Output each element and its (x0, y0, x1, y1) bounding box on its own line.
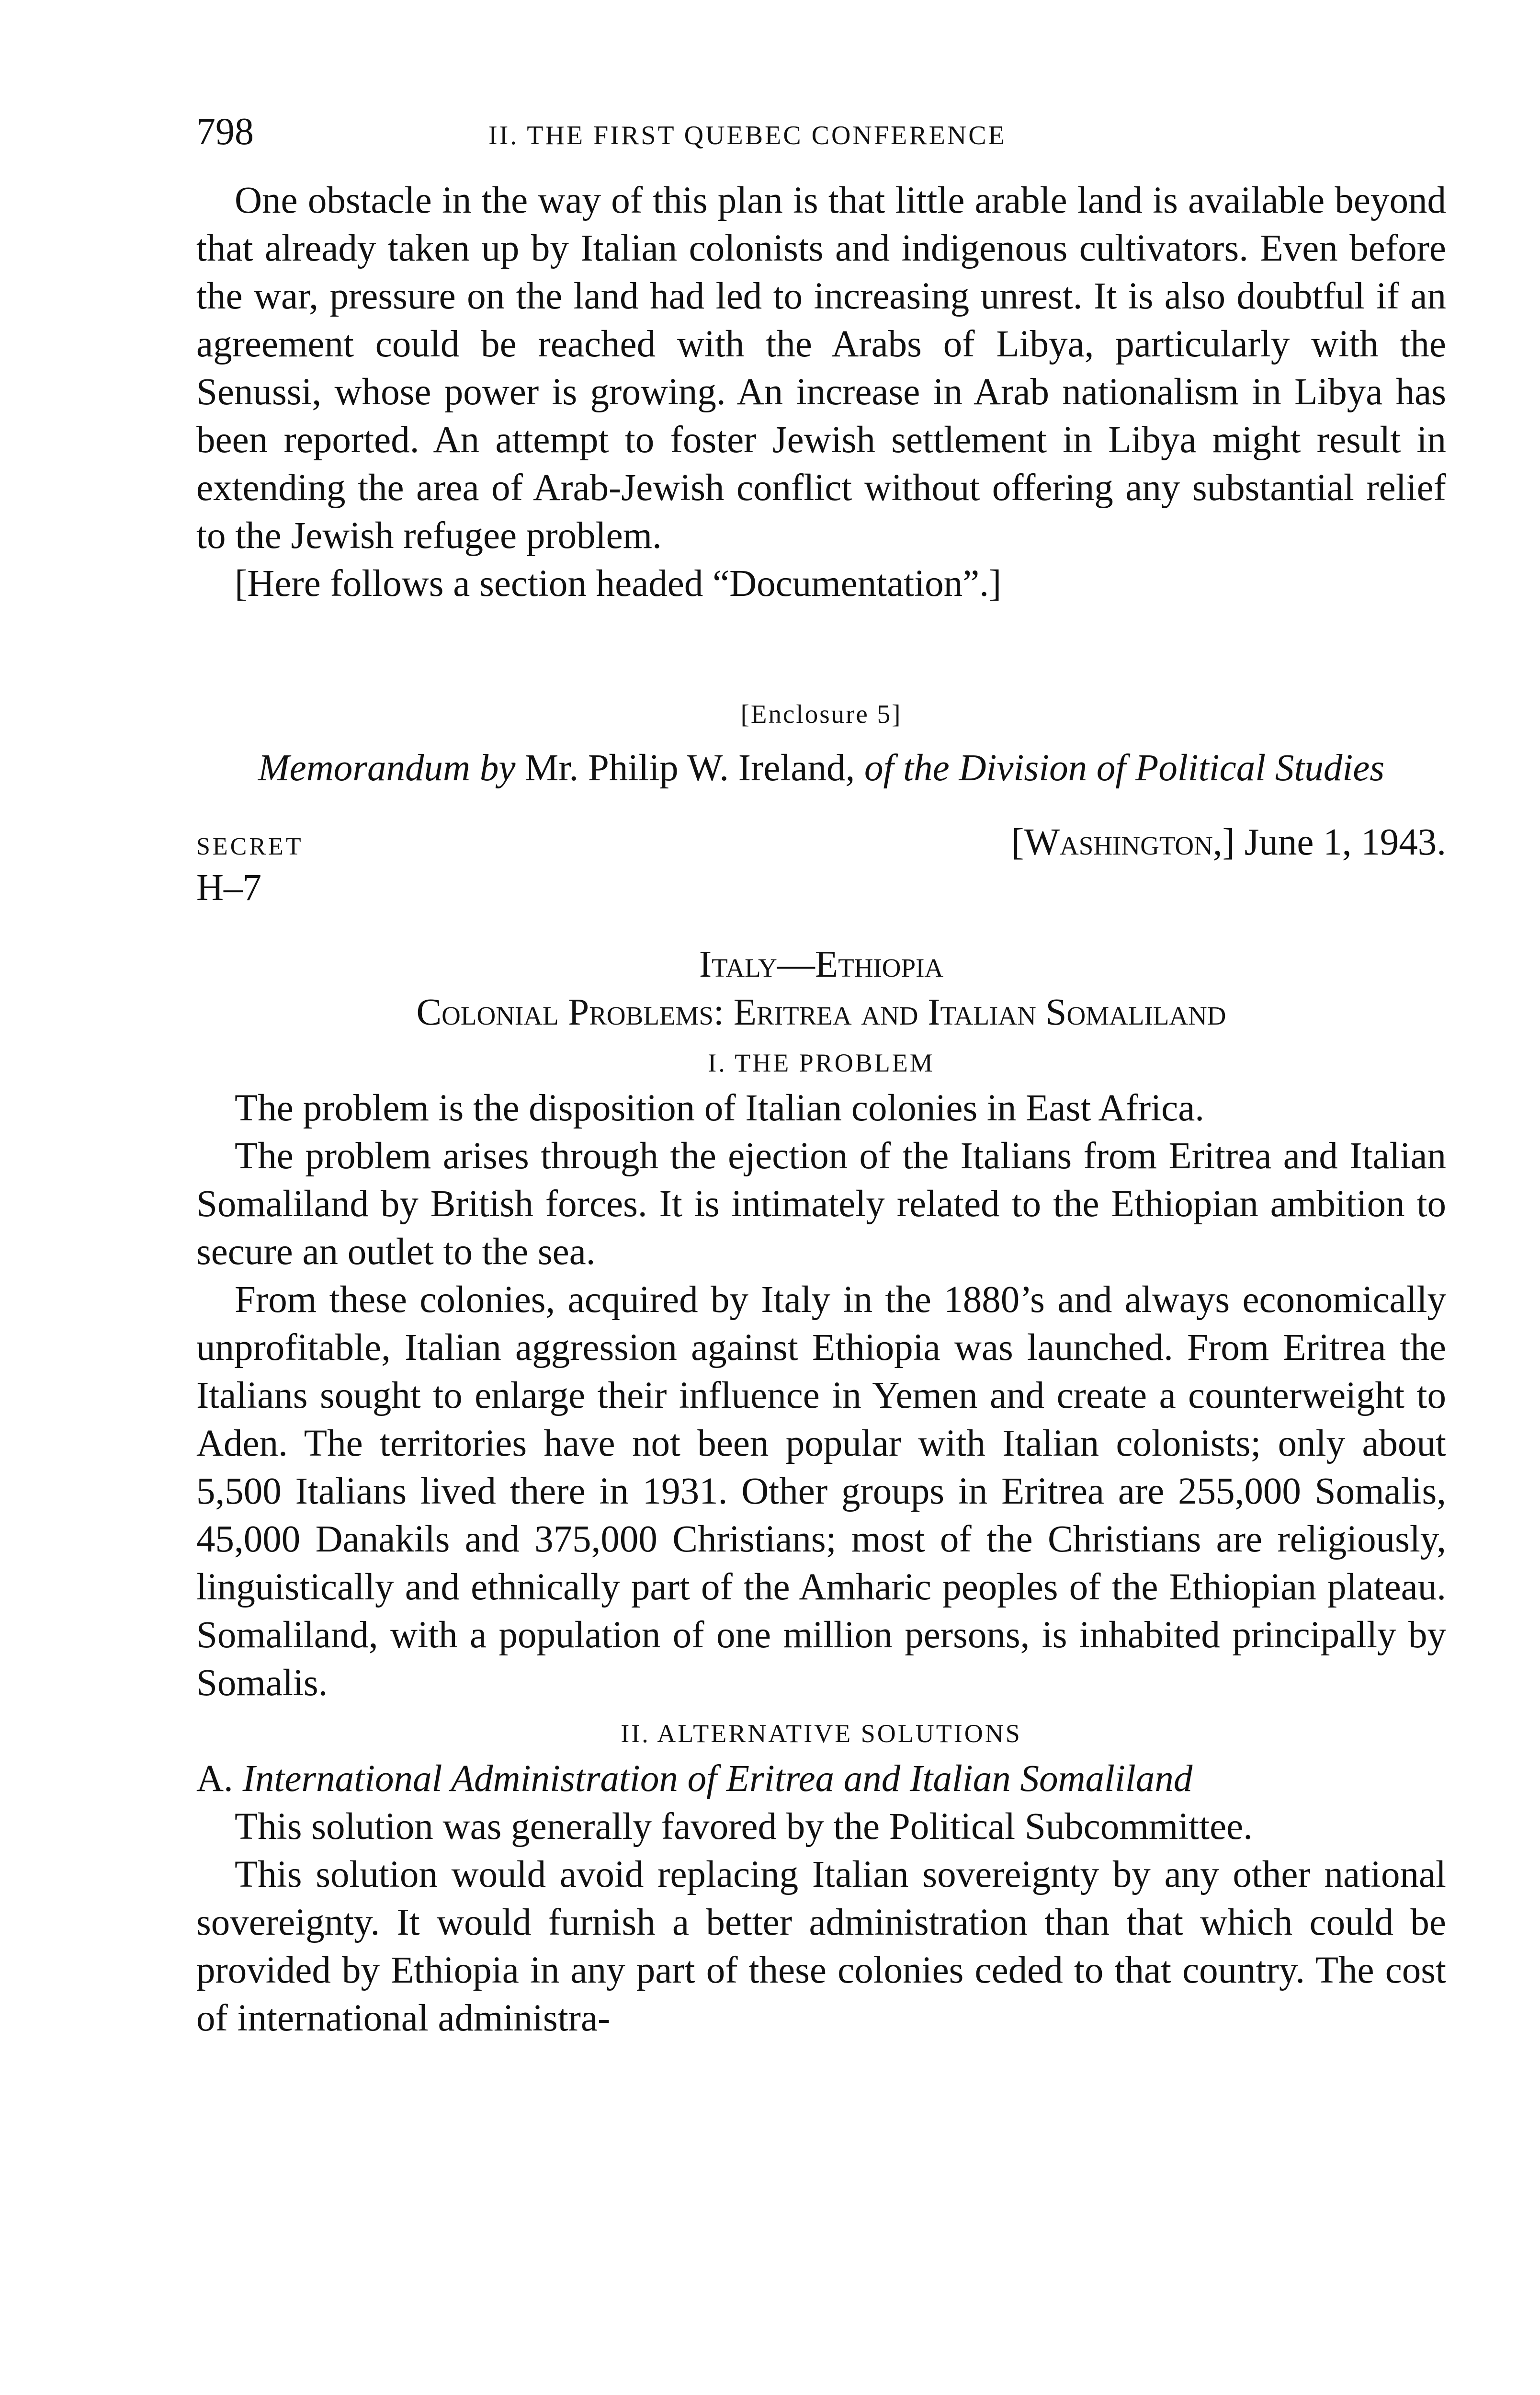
subsection-heading (196, 1755, 1446, 1803)
memo-title-suffix: , of the Division of Political Studies (845, 747, 1385, 789)
memo-meta-row (196, 821, 1446, 864)
running-head (196, 110, 1446, 154)
document-page (196, 110, 1446, 2042)
section-label-solutions: II. ALTERNATIVE SOLUTIONS (621, 1719, 1022, 1748)
document-id: H–7 (196, 867, 262, 909)
enclosure-label: [Enclosure 5] (740, 699, 902, 729)
running-title: II. THE FIRST QUEBEC CONFERENCE (488, 121, 1007, 150)
paragraph: This solution would avoid replacing Italian sovereignty by any other national sovereignty. It would furnish a better administration than that which could be provided by Ethiopia in any part of these colonies ceded to that country. The cost of international administra- (196, 1854, 1446, 2039)
dateline-date: June 1, 1943. (1244, 821, 1446, 863)
page-number: 798 (196, 111, 254, 153)
paragraph: This solution was generally favored by the Political Subcommittee. (235, 1806, 1253, 1848)
paragraph: The problem arises through the ejection of the Italians from Eritrea and Italian Somaliland by British forces. It is intimately related to the Ethiopian ambition to secure an outlet to the sea. (196, 1135, 1446, 1273)
memo-author: Mr. Philip W. Ireland (525, 747, 846, 789)
paragraph: From these colonies, acquired by Italy in the 1880’s and always economically unprofitable, Italian aggression against Ethiopia was launched. From Eritrea the Italians sought to enlarge their influence in Yemen and create a counterweight to Aden. The territories have not been popular with Italian colonists; only about 5,500 Italians lived there in 1931. Other groups in Eritrea are 255,000 Somalis, 45,000 Danakils and 375,000 Christians; most of the Christians are religiously, linguistically and ethnically part of the Amharic peoples of the Ethiopian plateau. Somaliland, with a population of one million persons, is inhabited principally by Somalis. (196, 1279, 1446, 1704)
paragraph: The problem is the disposition of Italian colonies in East Africa. (235, 1087, 1205, 1129)
spacer (196, 608, 1446, 699)
section-label-problem: I. THE PROBLEM (708, 1049, 935, 1077)
dateline-place: [Washington,] (1011, 821, 1235, 863)
memo-title (196, 744, 1446, 792)
subsection-title: International Administration of Eritrea and Italian Somaliland (242, 1758, 1193, 1800)
memo-title-prefix: Memorandum by (258, 747, 525, 789)
heading-main: Italy—Ethiopia (699, 944, 944, 985)
dateline (1011, 821, 1446, 864)
subsection-letter: A. (196, 1758, 233, 1800)
editorial-note: [Here follows a section headed “Documentation”.] (235, 563, 1002, 604)
intro-paragraph: One obstacle in the way of this plan is that little arable land is available beyond that already taken up by Italian colonists and indigenous cultivators. Even before the war, pressure on the land had led to increasing unrest. It is also doubtful if an agreement could be reached with the Arabs of Libya, particularly with the Senussi, whose power is growing. An increase in Arab nationalism in Libya has been reported. An attempt to foster Jewish settlement in Libya might result in extending the area of Arab-Jewish conflict without offering any substantial relief to the Jewish refugee problem. (196, 180, 1446, 557)
classification-mark: SECRET (196, 833, 304, 860)
heading-sub: Colonial Problems: Eritrea and Italian Somaliland (416, 992, 1226, 1033)
